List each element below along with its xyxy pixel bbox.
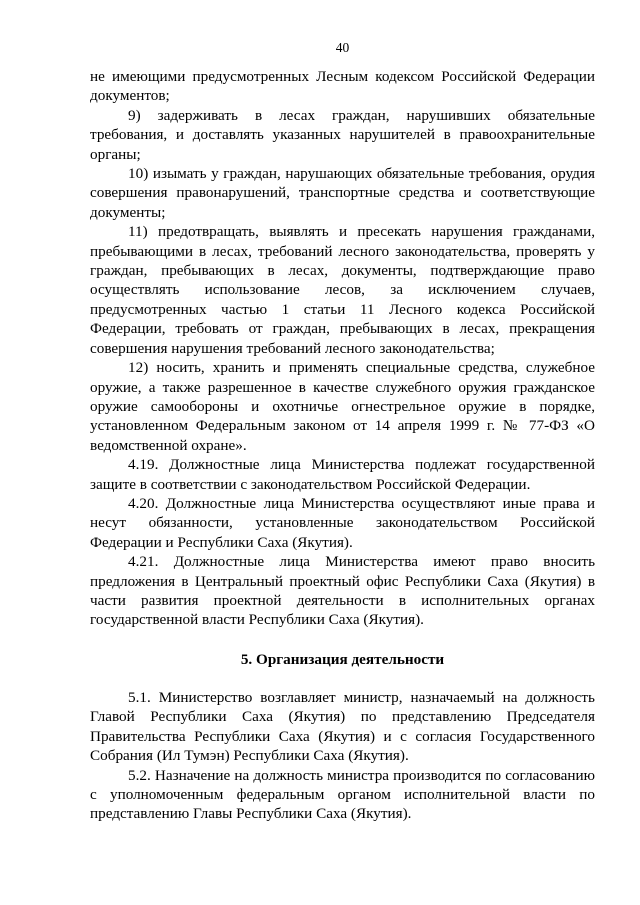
paragraph-item-12: 12) носить, хранить и применять специальные средства, служебное оружие, а также разрешенное в качестве служебного оружия гражданское оружие самообороны и охотничье огнестрельное оружие в порядке, установленном Федеральным законом от 14 апреля 1999 г. № 77-ФЗ «О ведомственной охране». (90, 359, 595, 454)
paragraph-continuation: не имеющими предусмотренных Лесным кодексом Российской Федерации документов; (90, 68, 595, 105)
paragraph-4-19: 4.19. Должностные лица Министерства подлежат государственной защите в соответствии с законодательством Российской Федерации. (90, 456, 595, 493)
page-number: 40 (335, 40, 350, 55)
body-text (90, 67, 595, 630)
paragraph-5-2: 5.2. Назначение на должность министра производится по согласованию с уполномоченным федеральным органом исполнительной власти по представлению Главы Республики Саха (Якутия). (90, 766, 595, 823)
paragraph-5-1: 5.1. Министерство возглавляет министр, назначаемый на должность Главой Республики Саха (Якутия) по представлению Председателя Правительства Республики Саха (Якутия) и с согласия Государственного Собрания (Ил Тумэн) Республики Саха (Якутия). (90, 689, 595, 765)
paragraph-item-10: 10) изымать у граждан, нарушающих обязательные требования, орудия совершения правонарушений, транспортные средства и соответствующие документы; (90, 165, 595, 221)
paragraph-item-11: 11) предотвращать, выявлять и пресекать нарушения гражданами, пребывающими в лесах, требований лесного законодательства, проверять у граждан, пребывающих в лесах, документы, подтверждающие право осуществлять использование лесов, за исключением случаев, предусмотренных частью 1 статьи 11 Лесного кодекса Российской Федерации, требовать от граждан, пребывающих в лесах, прекращения совершения нарушения требований лесного законодательства; (90, 223, 595, 357)
paragraph-4-21: 4.21. Должностные лица Министерства имеют право вносить предложения в Центральный проектный офис Республики Саха (Якутия) в части развития проектной деятельности в исполнительных органах государственной власти Республики Саха (Якутия). (90, 553, 595, 629)
paragraph-4-20: 4.20. Должностные лица Министерства осуществляют иные права и несут обязанности, установленные законодательством Российской Федерации и Республики Саха (Якутия). (90, 494, 595, 551)
section-body-text (90, 688, 595, 824)
paragraph-item-9: 9) задерживать в лесах граждан, нарушивших обязательные требования, и доставлять указанных нарушителей в правоохранительные органы; (90, 106, 595, 163)
section-heading: 5. Организация деятельности (240, 651, 445, 668)
